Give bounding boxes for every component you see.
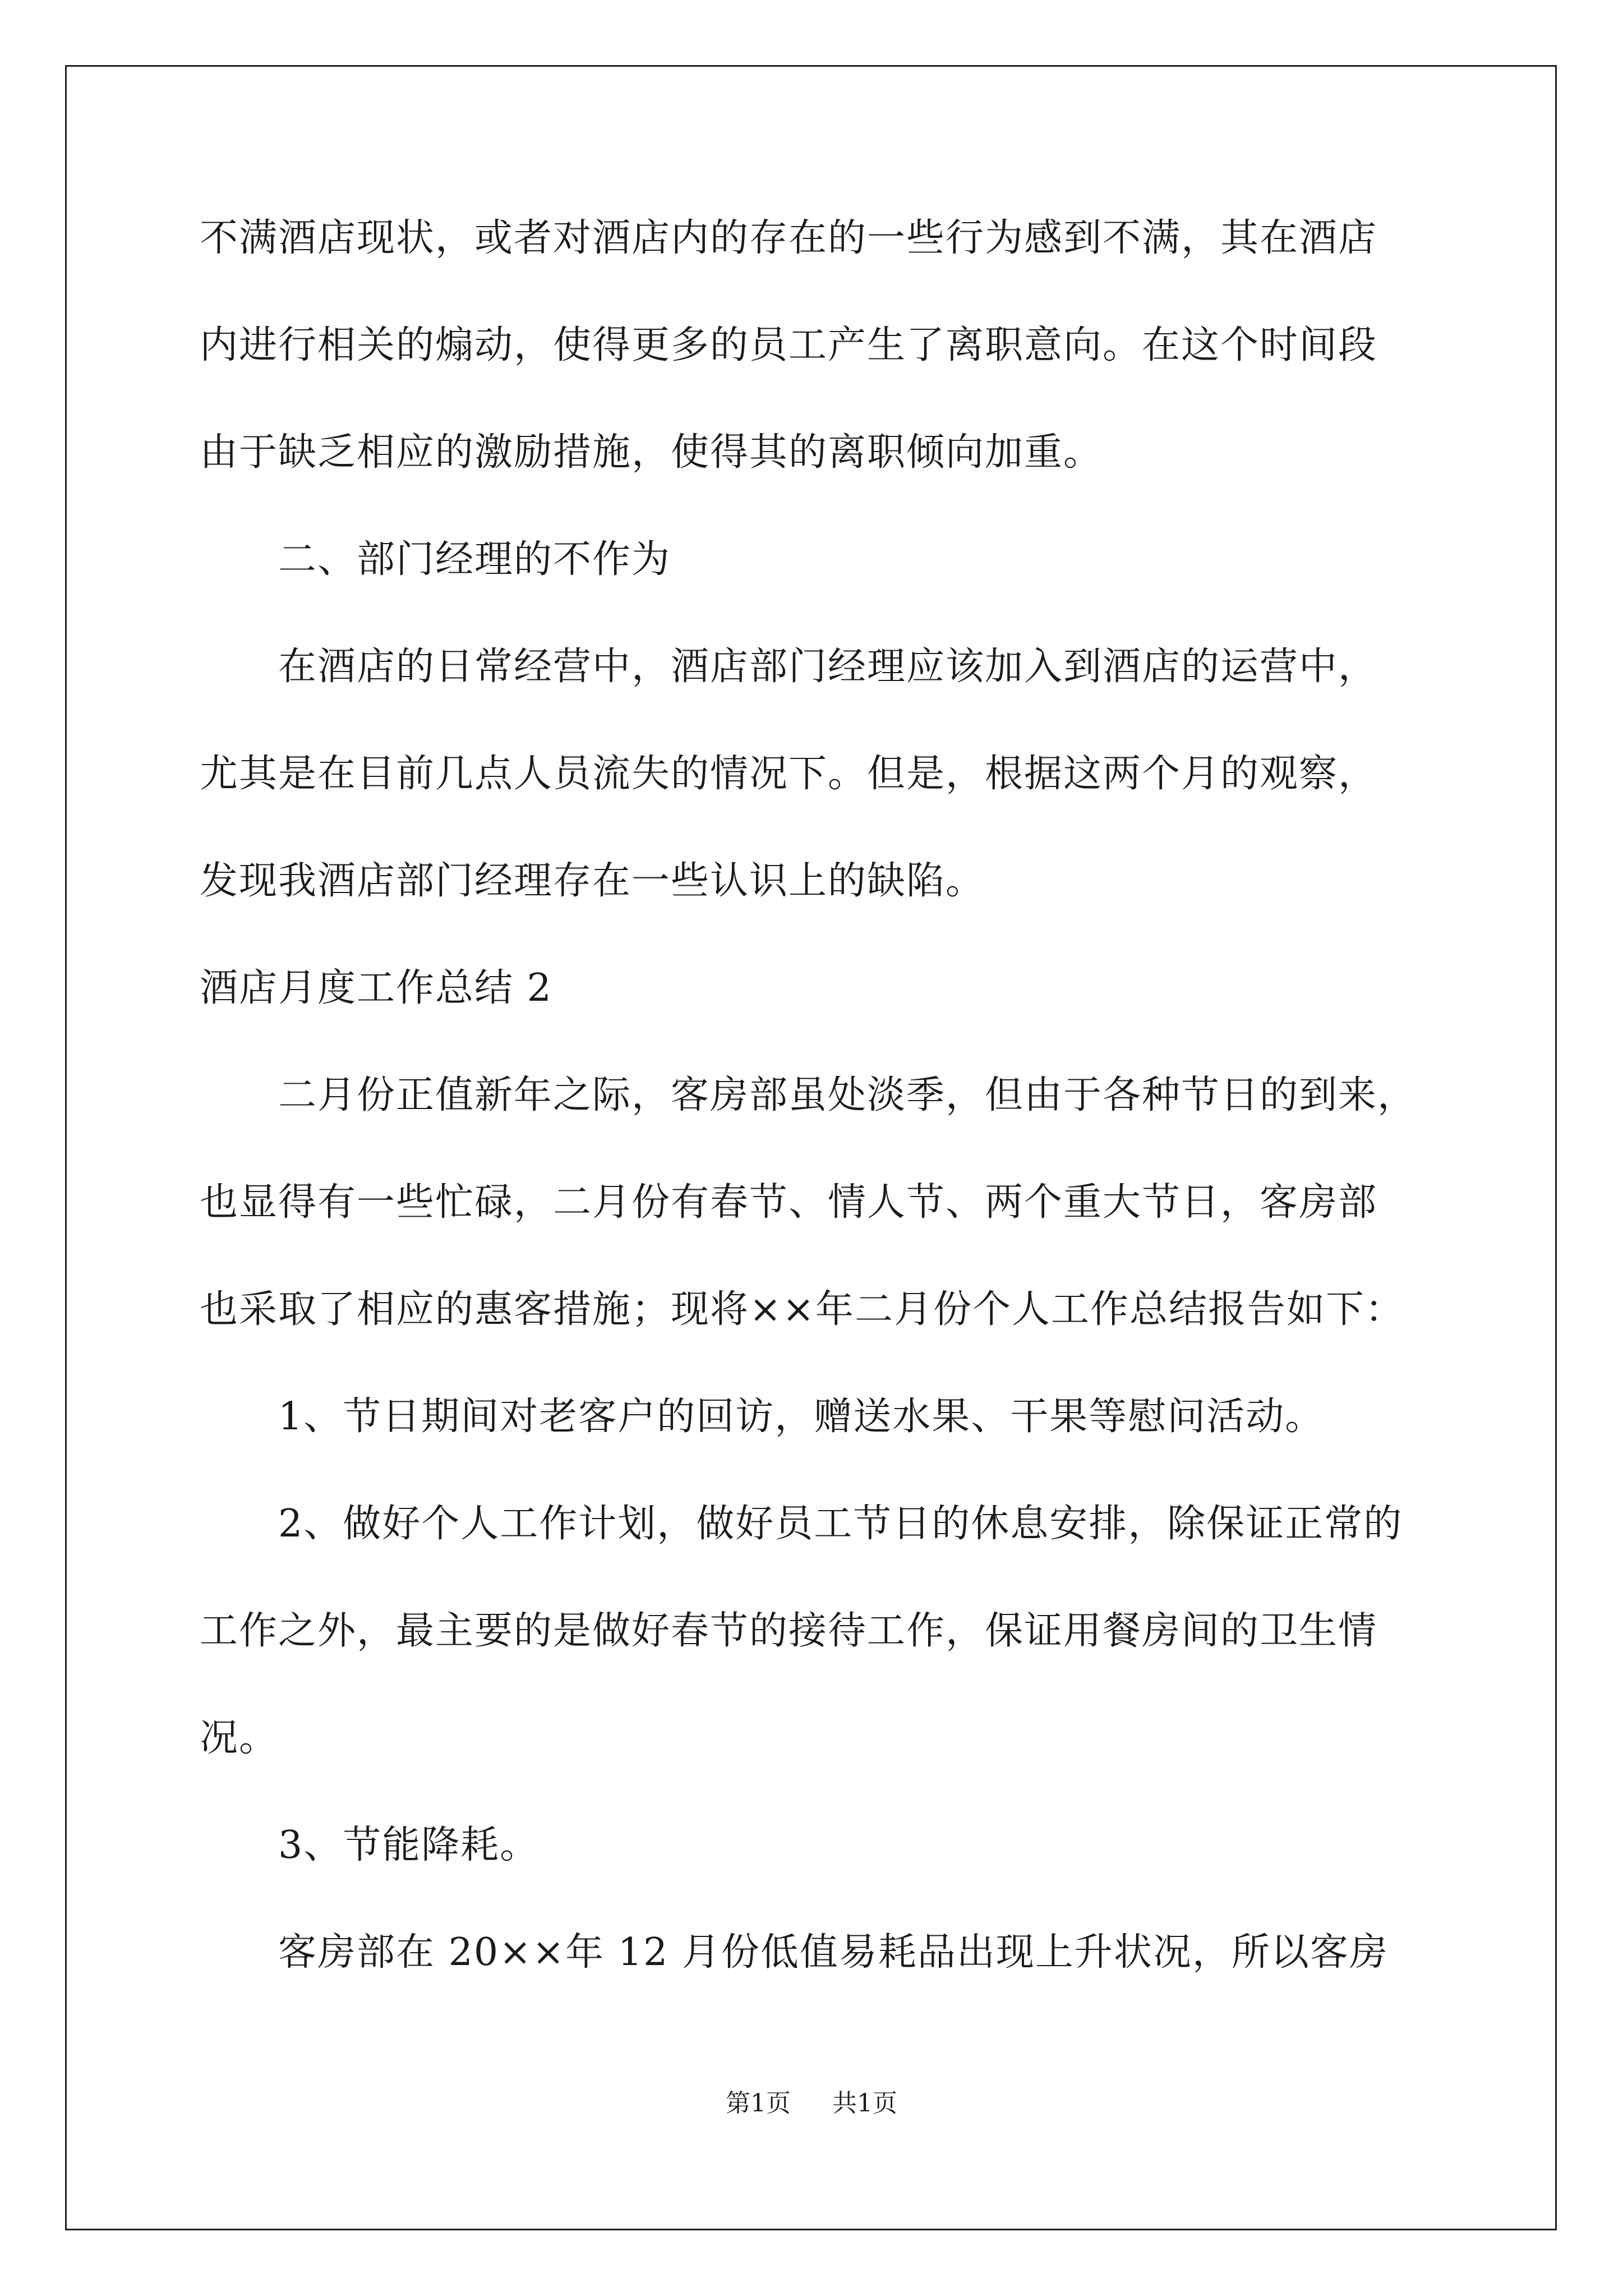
section-heading: 二、部门经理的不作为 xyxy=(278,537,671,582)
document-title: 酒店月度工作总结 2 xyxy=(200,966,552,1010)
list-item: 2、做好个人工作计划，做好员工节日的休息安排，除保证正常的 xyxy=(278,1502,1403,1546)
document-body xyxy=(200,208,1433,2029)
page-number: 第1页 xyxy=(726,2089,791,2118)
text-line: 工作之外，最主要的是做好春节的接待工作，保证用餐房间的卫生情 xyxy=(200,1609,1378,1653)
text-line: 不满酒店现状，或者对酒店内的存在的一些行为感到不满，其在酒店 xyxy=(200,216,1378,260)
text-line: 内进行相关的煽动，使得更多的员工产生了离职意向。在这个时间段 xyxy=(200,323,1378,367)
list-item: 3、节能降耗。 xyxy=(278,1823,540,1867)
text-line: 二月份正值新年之际，客房部虽处淡季，但由于各种节日的到来， xyxy=(278,1073,1417,1117)
page-footer xyxy=(0,2087,1623,2120)
page-total: 共1页 xyxy=(832,2089,897,2118)
text-line: 也显得有一些忙碌，二月份有春节、情人节、两个重大节日，客房部 xyxy=(200,1180,1378,1225)
text-line: 尤其是在目前几点人员流失的情况下。但是，根据这两个月的观察， xyxy=(200,752,1378,796)
text-line: 发现我酒店部门经理存在一些认识上的缺陷。 xyxy=(200,859,985,903)
list-item: 1、节日期间对老客户的回访，赠送水果、干果等慰问活动。 xyxy=(278,1395,1325,1439)
text-line: 在酒店的日常经营中，酒店部门经理应该加入到酒店的运营中， xyxy=(278,645,1378,689)
text-line: 也采取了相应的惠客措施；现将××年二月份个人工作总结报告如下： xyxy=(200,1287,1404,1332)
text-line: 况。 xyxy=(200,1716,279,1760)
text-line: 由于缺乏相应的激励措施，使得其的离职倾向加重。 xyxy=(200,430,1103,475)
text-line: 客房部在 20××年 12 月份低值易耗品出现上升状况，所以客房 xyxy=(278,1930,1389,1975)
